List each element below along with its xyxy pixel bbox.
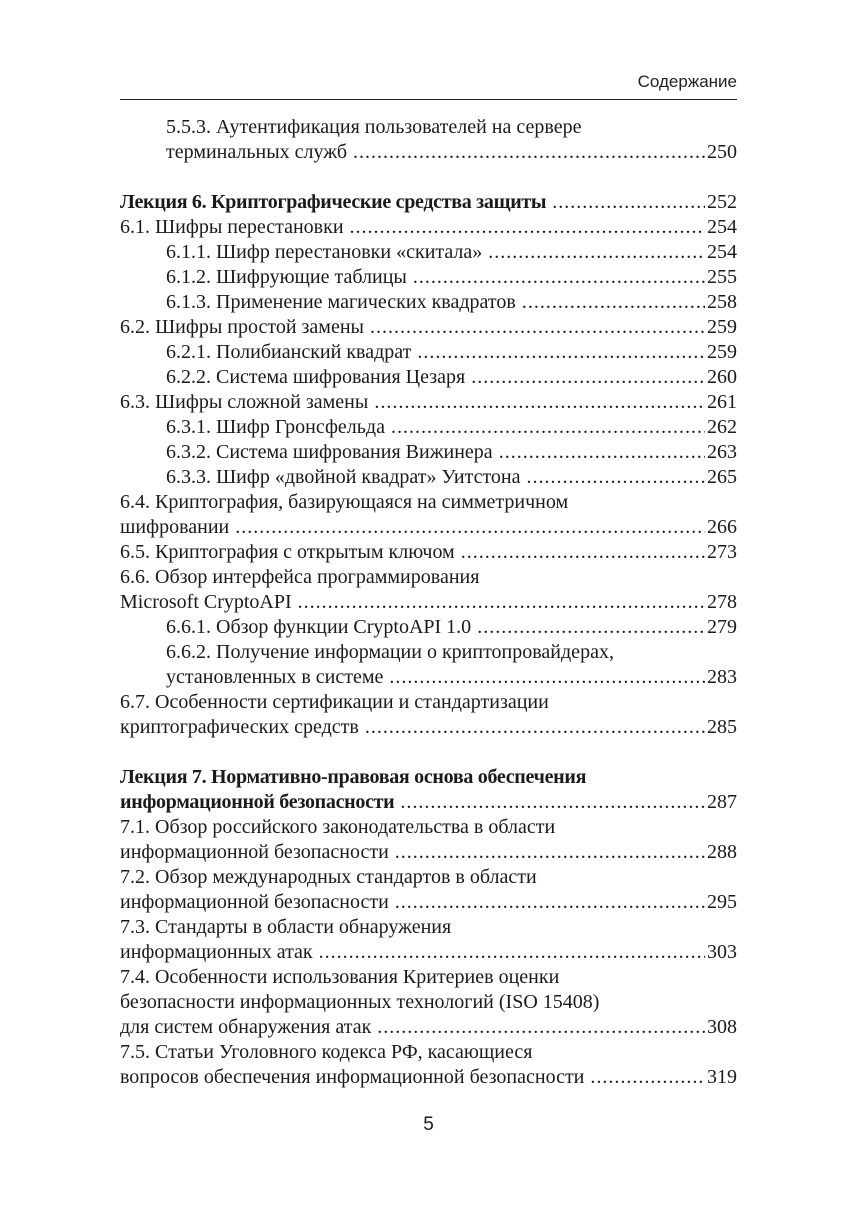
dot-leader bbox=[389, 665, 705, 690]
toc-page-number: 254 bbox=[707, 216, 737, 238]
toc-page-number: 285 bbox=[707, 716, 737, 738]
toc-subsection-entry bbox=[120, 640, 737, 690]
toc-subsection-entry bbox=[120, 115, 737, 165]
toc-entry-title-line: установленных в системе bbox=[166, 666, 384, 688]
dot-leader bbox=[365, 715, 705, 740]
toc-entry-title-line: 6.3.3. Шифр «двойной квадрат» Уитстона bbox=[166, 466, 521, 488]
dot-leader bbox=[353, 140, 705, 165]
header-rule bbox=[120, 99, 737, 100]
toc-section-entry bbox=[120, 865, 737, 915]
toc-page-number: 255 bbox=[707, 266, 737, 288]
dot-leader bbox=[235, 515, 705, 540]
page-number: 5 bbox=[423, 1114, 434, 1135]
toc-entry-title-line: 6.1. Шифры перестановки bbox=[120, 216, 344, 238]
toc-entry-title-line: 6.1.3. Применение магических квадратов bbox=[166, 291, 516, 313]
toc-entry-last-line bbox=[120, 540, 737, 565]
dot-leader bbox=[395, 840, 705, 865]
toc-entry-last-line bbox=[120, 715, 737, 740]
toc-page-number: 278 bbox=[707, 591, 737, 613]
dot-leader bbox=[552, 190, 705, 215]
toc-entry-title-line: 6.7. Особенности сертификации и стандартизации bbox=[120, 691, 549, 713]
toc-entry-last-line bbox=[120, 790, 737, 815]
toc-entry-title-line: 7.5. Статьи Уголовного кодекса РФ, касающиеся bbox=[120, 1041, 533, 1063]
toc-entry-title-line: 6.3.1. Шифр Гронсфельда bbox=[166, 416, 385, 438]
toc-subsection-entry bbox=[120, 365, 737, 390]
toc-entry-title-line: для систем обнаружения атак bbox=[120, 1016, 372, 1038]
toc-entry-last-line bbox=[166, 440, 737, 465]
toc-entry-last-line bbox=[166, 290, 737, 315]
toc-lecture-entry bbox=[120, 190, 737, 215]
toc-entry-last-line bbox=[120, 315, 737, 340]
toc-section-entry bbox=[120, 690, 737, 740]
toc-entry-title-line: вопросов обеспечения информационной безопасности bbox=[120, 1066, 585, 1088]
toc-page-number: 283 bbox=[707, 666, 737, 688]
toc-entry-title-line: шифровании bbox=[120, 516, 230, 538]
toc-entry-title-line: Лекция 7. Нормативно-правовая основа обеспечения bbox=[120, 766, 587, 788]
toc-section-entry bbox=[120, 540, 737, 565]
toc-section-entry bbox=[120, 490, 737, 540]
toc-entry-last-line bbox=[166, 665, 737, 690]
toc-entry-last-line bbox=[166, 140, 737, 165]
toc-entry-title-line: 6.3. Шифры сложной замены bbox=[120, 391, 369, 413]
toc-entry-title-line: 6.6.2. Получение информации о криптопровайдерах, bbox=[166, 641, 614, 663]
toc-entry-title-line: 6.6.1. Обзор функции CryptoAPI 1.0 bbox=[166, 616, 472, 638]
dot-leader bbox=[298, 590, 705, 615]
dot-leader bbox=[413, 265, 705, 290]
toc-entry-last-line bbox=[166, 615, 737, 640]
toc-page-number: 295 bbox=[707, 891, 737, 913]
toc-entry-title-line: 6.2. Шифры простой замены bbox=[120, 316, 364, 338]
dot-leader bbox=[319, 940, 705, 965]
dot-leader bbox=[391, 415, 705, 440]
toc-entry-last-line bbox=[120, 215, 737, 240]
toc-entry-last-line bbox=[166, 465, 737, 490]
toc-entry-last-line bbox=[120, 390, 737, 415]
toc-section-entry bbox=[120, 565, 737, 615]
dot-leader bbox=[499, 440, 705, 465]
dot-leader bbox=[417, 340, 705, 365]
toc-entry-title-line: 7.2. Обзор международных стандартов в области bbox=[120, 866, 537, 888]
toc-page-number: 258 bbox=[707, 291, 737, 313]
toc-entry-last-line bbox=[120, 515, 737, 540]
toc-page-number: 259 bbox=[707, 341, 737, 363]
toc-subsection-entry bbox=[120, 340, 737, 365]
dot-leader bbox=[527, 465, 705, 490]
toc-entry-last-line bbox=[166, 365, 737, 390]
running-header-title: Содержание bbox=[637, 72, 737, 91]
toc-page-number: 319 bbox=[707, 1066, 737, 1088]
toc-page-number: 288 bbox=[707, 841, 737, 863]
toc-page-number: 266 bbox=[707, 516, 737, 538]
dot-leader bbox=[395, 890, 705, 915]
dot-leader bbox=[522, 290, 705, 315]
toc-entry-last-line bbox=[120, 890, 737, 915]
toc-section-entry bbox=[120, 215, 737, 240]
toc-page-number: 265 bbox=[707, 466, 737, 488]
dot-leader bbox=[477, 615, 705, 640]
dot-leader bbox=[374, 390, 705, 415]
toc-section-entry bbox=[120, 1040, 737, 1090]
toc-page-number: 259 bbox=[707, 316, 737, 338]
toc-page-number: 252 bbox=[707, 191, 737, 213]
dot-leader bbox=[471, 365, 705, 390]
toc-entry-last-line bbox=[166, 415, 737, 440]
toc-entry-title-line: 6.1.1. Шифр перестановки «скитала» bbox=[166, 241, 483, 263]
dot-leader bbox=[590, 1065, 705, 1090]
toc-section-entry bbox=[120, 315, 737, 340]
toc-entry-last-line bbox=[120, 590, 737, 615]
toc-page-number: 254 bbox=[707, 241, 737, 263]
toc-entry-title-line: Microsoft CryptoAPI bbox=[120, 591, 292, 613]
dot-leader bbox=[400, 790, 705, 815]
toc-entry-title-line: криптографических средств bbox=[120, 716, 359, 738]
dot-leader bbox=[377, 1015, 705, 1040]
toc-entry-title-line: терминальных служб bbox=[166, 141, 347, 163]
toc-entry-last-line bbox=[120, 1065, 737, 1090]
toc-subsection-entry bbox=[120, 290, 737, 315]
toc-page-number: 260 bbox=[707, 366, 737, 388]
toc-entry-title-line: 7.4. Особенности использования Критериев оценки bbox=[120, 966, 560, 988]
table-of-contents bbox=[120, 115, 737, 1090]
toc-subsection-entry bbox=[120, 265, 737, 290]
toc-entry-title-line: безопасности информационных технологий (ISO 15408) bbox=[120, 991, 600, 1013]
toc-entry-title-line: Лекция 6. Криптографические средства защиты bbox=[120, 191, 547, 213]
dot-leader bbox=[350, 215, 705, 240]
toc-entry-last-line bbox=[166, 265, 737, 290]
toc-page-number: 261 bbox=[707, 391, 737, 413]
toc-subsection-entry bbox=[120, 440, 737, 465]
toc-page-number: 279 bbox=[707, 616, 737, 638]
toc-entry-last-line bbox=[166, 240, 737, 265]
toc-section-entry bbox=[120, 390, 737, 415]
toc-entry-title-line: 5.5.3. Аутентификация пользователей на сервере bbox=[166, 116, 582, 138]
toc-entry-title-line: 6.6. Обзор интерфейса программирования bbox=[120, 566, 480, 588]
toc-entry-title-line: 6.2.1. Полибианский квадрат bbox=[166, 341, 412, 363]
toc-entry-last-line bbox=[166, 340, 737, 365]
toc-entry-last-line bbox=[120, 940, 737, 965]
toc-subsection-entry bbox=[120, 240, 737, 265]
toc-entry-title-line: информационных атак bbox=[120, 941, 313, 963]
toc-subsection-entry bbox=[120, 465, 737, 490]
toc-page-number: 273 bbox=[707, 541, 737, 563]
toc-entry-last-line bbox=[120, 1015, 737, 1040]
toc-page-number: 308 bbox=[707, 1016, 737, 1038]
toc-page-number: 303 bbox=[707, 941, 737, 963]
toc-entry-title-line: информационной безопасности bbox=[120, 791, 395, 813]
dot-leader bbox=[370, 315, 705, 340]
toc-subsection-entry bbox=[120, 415, 737, 440]
toc-entry-title-line: 6.2.2. Система шифрования Цезаря bbox=[166, 366, 466, 388]
toc-entry-title-line: 6.5. Криптография с открытым ключом bbox=[120, 541, 455, 563]
toc-entry-title-line: 6.1.2. Шифрующие таблицы bbox=[166, 266, 407, 288]
toc-entry-title-line: 6.3.2. Система шифрования Вижинера bbox=[166, 441, 493, 463]
toc-entry-title-line: 7.1. Обзор российского законодательства в области bbox=[120, 816, 556, 838]
toc-subsection-entry bbox=[120, 615, 737, 640]
toc-lecture-entry bbox=[120, 765, 737, 815]
toc-entry-title-line: информационной безопасности bbox=[120, 891, 389, 913]
toc-entry-last-line bbox=[120, 840, 737, 865]
toc-page-number: 250 bbox=[707, 141, 737, 163]
toc-section-entry bbox=[120, 915, 737, 965]
dot-leader bbox=[488, 240, 705, 265]
toc-page-number: 263 bbox=[707, 441, 737, 463]
dot-leader bbox=[461, 540, 705, 565]
toc-entry-title-line: 7.3. Стандарты в области обнаружения bbox=[120, 916, 452, 938]
toc-entry-last-line bbox=[120, 190, 737, 215]
toc-section-entry bbox=[120, 965, 737, 1040]
toc-page-number: 287 bbox=[707, 791, 737, 813]
toc-entry-title-line: 6.4. Криптография, базирующаяся на симметричном bbox=[120, 491, 569, 513]
toc-page-number: 262 bbox=[707, 416, 737, 438]
toc-entry-title-line: информационной безопасности bbox=[120, 841, 389, 863]
toc-section-entry bbox=[120, 815, 737, 865]
